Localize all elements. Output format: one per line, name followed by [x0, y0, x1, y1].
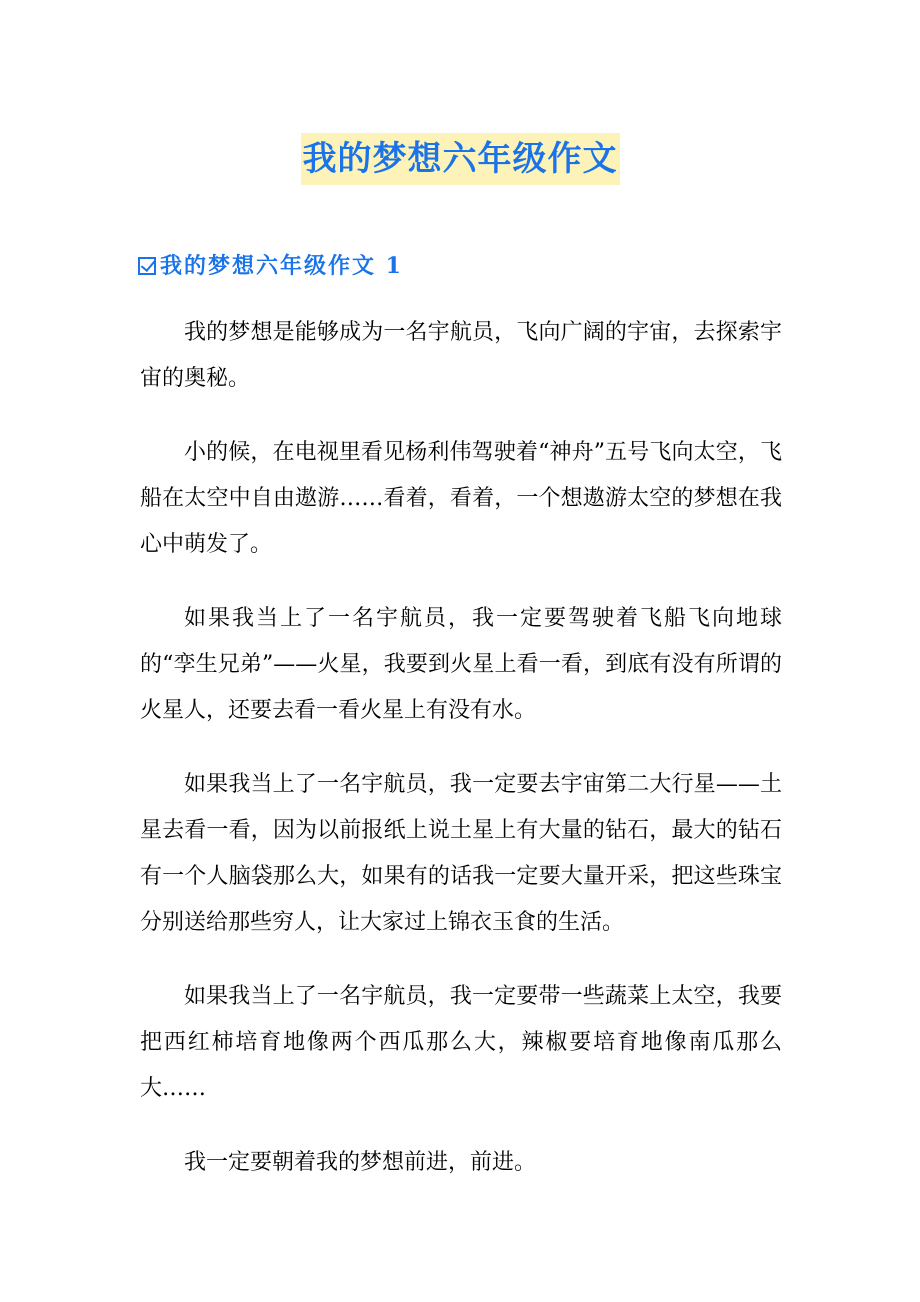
paragraph-2: 小的候，在电视里看见杨利伟驾驶着“神舟”五号飞向太空，飞船在太空中自由遨游……看着，看着，一个想遨游太空的梦想在我心中萌发了。 — [140, 440, 782, 557]
checkbox-checked-icon — [138, 257, 156, 275]
paragraph-1: 我的梦想是能够成为一名宇航员，飞向广阔的宇宙，去探索宇宙的奥秘。 — [140, 320, 782, 391]
page-title: 我的梦想六年级作文 — [301, 133, 620, 185]
paragraph-3: 如果我当上了一名宇航员，我一定要驾驶着飞船飞向地球的“孪生兄弟”——火星，我要到火星上看一看，到底有没有所谓的火星人，还要去看一看火星上有没有水。 — [140, 606, 782, 723]
paragraph-5: 如果我当上了一名宇航员，我一定要带一些蔬菜上太空，我要把西红柿培育地像两个西瓜那么大，辣椒要培育地像南瓜那么大…… — [140, 984, 782, 1101]
section-heading — [138, 249, 403, 283]
paragraph-6: 我一定要朝着我的梦想前进，前进。 — [184, 1150, 537, 1175]
section-heading-text: 我的梦想六年级作文 1 — [160, 253, 403, 279]
title-container — [0, 133, 920, 185]
paragraph-4: 如果我当上了一名宇航员，我一定要去宇宙第二大行星——土星去看一看，因为以前报纸上说土星上有大量的钻石，最大的钻石有一个人脑袋那么大，如果有的话我一定要大量开采，把这些珠宝分别送给那些穷人，让大家过上锦衣玉食的生活。 — [140, 772, 782, 935]
article-body — [140, 310, 782, 1214]
